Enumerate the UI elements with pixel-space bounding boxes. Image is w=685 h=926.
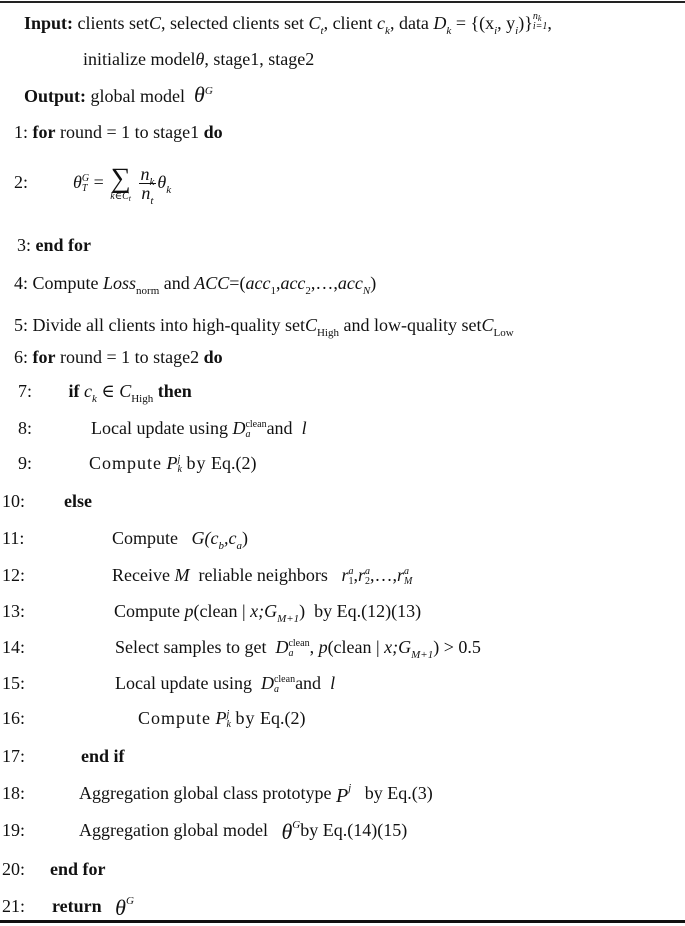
input-text: , data: [389, 13, 429, 33]
math-args: (clean |: [327, 637, 385, 657]
math-theta: θ: [195, 49, 205, 69]
math-paren: ): [299, 601, 306, 621]
step-5: [14, 314, 514, 339]
step-17: [2, 745, 125, 767]
math-r: r: [341, 565, 349, 585]
math-C: C: [119, 381, 132, 401]
math-eq: =(: [229, 273, 246, 293]
math-supsub: [245, 420, 266, 440]
math-sub: k: [226, 718, 231, 730]
input-text: , selected clients set: [161, 13, 304, 33]
math-sub: i: [494, 25, 498, 37]
math-Dk: D: [433, 13, 447, 33]
math-comma: ,: [309, 637, 315, 657]
output-label: Output:: [24, 86, 87, 106]
line-number: 11:: [2, 528, 25, 548]
step-text: Eq.(2): [210, 453, 257, 473]
line-number: 10:: [2, 491, 26, 511]
math-G: G(c: [191, 528, 219, 548]
math-p: p: [318, 637, 328, 657]
math-theta: θ: [73, 172, 82, 192]
output-text: global model: [90, 86, 185, 106]
math-G: ;G: [392, 637, 412, 657]
step-text: reliable neighbors: [198, 565, 328, 585]
math-sub: k: [446, 25, 452, 37]
input-text: initialize model: [83, 49, 196, 69]
step-6: [14, 346, 223, 368]
step-1: [14, 121, 223, 143]
step-text: Aggregation global model: [79, 820, 268, 840]
step-text: Compute: [138, 708, 211, 728]
math-sup: a: [403, 565, 409, 577]
step-21: [2, 894, 134, 920]
line-number: 17:: [2, 746, 26, 766]
math-acc: ACC: [194, 273, 230, 293]
math-theta: θ: [157, 172, 167, 192]
input-text: ,: [547, 13, 552, 33]
math-set: , y: [497, 13, 516, 33]
math-G: ;G: [258, 601, 278, 621]
step-10: [2, 490, 92, 512]
math-sub: i=1: [532, 20, 548, 32]
math-sub: T: [81, 182, 88, 194]
math-acc1: acc: [245, 273, 271, 293]
step-text: Eq.(2): [259, 708, 306, 728]
keyword: then: [157, 381, 192, 401]
math-sub: b: [218, 540, 224, 552]
sum-lim-text: k∈C: [110, 190, 129, 202]
math-p: p: [184, 601, 194, 621]
math-sub: 1: [270, 285, 276, 297]
input-text: clients set: [77, 13, 150, 33]
bottom-rule: [0, 920, 685, 923]
step-text: and: [163, 273, 190, 293]
math-supsub: [404, 567, 412, 587]
math-sub: k: [537, 13, 542, 23]
step-19: [2, 818, 408, 844]
frac-num: [139, 164, 157, 189]
math-sub: 1: [348, 575, 354, 587]
keyword: return: [52, 896, 102, 916]
step-8: [18, 417, 307, 440]
math-paren: ) > 0.5: [433, 637, 481, 657]
input-label: Input:: [24, 13, 74, 33]
math-D: D: [232, 418, 246, 438]
input-line-2: [83, 48, 314, 70]
step-text: Compute: [89, 453, 162, 473]
step-text: by: [186, 453, 207, 473]
input-text: , client: [323, 13, 373, 33]
math-sup: a: [348, 565, 354, 577]
math-sub: norm: [136, 285, 160, 297]
math-r: r: [396, 565, 404, 585]
math-limits: [533, 12, 548, 32]
output-line: [24, 84, 213, 107]
line-number: 9:: [18, 453, 33, 473]
step-text: and: [295, 673, 322, 693]
math-supsub: [227, 710, 231, 730]
line-number: 6:: [14, 347, 29, 367]
step-text: Local update using: [115, 673, 252, 693]
math-set: )}: [518, 13, 533, 33]
math-sub: 2: [364, 575, 370, 587]
math-sub: a: [236, 540, 242, 552]
step-text: Aggregation global class prototype: [79, 783, 332, 803]
input-text: , stage1, stage2: [204, 49, 315, 69]
math-supsub: [288, 639, 309, 659]
math-sub: k: [385, 25, 390, 37]
math-sup: G: [292, 819, 301, 831]
math-sum: [110, 162, 131, 203]
math-sub: a: [245, 428, 251, 440]
math-sup: clean: [288, 637, 310, 649]
math-supsub: [365, 567, 370, 587]
math-x: x: [250, 601, 259, 621]
math-sub: N: [362, 285, 371, 297]
line-number: 21:: [2, 896, 26, 916]
line-number: 7:: [18, 381, 33, 401]
step-7: [18, 380, 192, 405]
math-sup: clean: [273, 673, 296, 685]
math-G: ,c: [223, 528, 237, 548]
step-2: [14, 162, 172, 208]
step-4: 4: Compute Loss$_{norm}$ and ACC=(acc$_1$,acc$_2$,…,acc$_N$): [14, 273, 377, 297]
math-x: x: [384, 637, 393, 657]
math-C: C: [149, 13, 162, 33]
math-supsub: [348, 567, 353, 587]
line-number: 16:: [2, 708, 26, 728]
line-number: 19:: [2, 820, 26, 840]
math-theta: θ: [194, 82, 205, 107]
step-text: and low-quality set: [343, 315, 482, 335]
step-text: round = 1 to stage1: [60, 122, 200, 142]
step-text: by Eq.(12)(13): [314, 601, 422, 621]
math-paren: ): [370, 273, 377, 293]
math-sub: M: [403, 575, 413, 587]
math-sub: k: [92, 393, 97, 405]
step-18: [2, 782, 433, 807]
step-text: Select samples to get: [115, 637, 267, 657]
keyword: for: [82, 859, 106, 879]
math-in: ∈: [101, 381, 115, 401]
math-sub: k: [177, 463, 182, 475]
math-loss: Loss: [103, 273, 137, 293]
math-sub: a: [288, 647, 294, 659]
input-line: [24, 12, 552, 35]
keyword: end: [50, 859, 79, 879]
math-sub: t: [320, 25, 324, 37]
step-text: by: [235, 708, 256, 728]
step-20: [2, 858, 106, 880]
math-sub: k: [166, 184, 172, 196]
keyword: for: [68, 235, 92, 255]
math-sub: High: [131, 393, 154, 405]
math-acc2: acc: [280, 273, 306, 293]
step-text: Compute: [32, 273, 99, 293]
math-set: = {(x: [455, 13, 495, 33]
math-sub: t: [150, 195, 154, 208]
step-15: [2, 672, 335, 695]
math-sup: n: [532, 10, 538, 22]
step-13: [2, 600, 422, 625]
math-sup: G: [204, 85, 213, 97]
math-sup: j: [177, 453, 181, 465]
keyword: end if: [81, 746, 125, 766]
math-args: (clean |: [193, 601, 251, 621]
math-sub: M+1: [411, 649, 434, 661]
math-supsub: [178, 455, 182, 475]
step-text: Compute: [114, 601, 180, 621]
frac-den-text: n: [141, 183, 151, 204]
step-text: by Eq.(14)(15): [300, 820, 408, 840]
math-l: l: [301, 418, 307, 438]
sum-sign: ∑: [110, 162, 131, 194]
math-supsub: [274, 675, 295, 695]
math-P: P: [335, 785, 349, 807]
math-theta: θ: [281, 819, 293, 844]
math-sub: a: [273, 683, 279, 695]
math-sub: Low: [493, 327, 514, 339]
step-text: round = 1 to stage2: [60, 347, 200, 367]
keyword: for: [32, 122, 56, 142]
keyword: do: [203, 347, 223, 367]
math-C: C: [304, 315, 317, 335]
step-text: Receive: [112, 565, 170, 585]
step-11: [2, 527, 248, 552]
step-3: [17, 234, 91, 256]
line-number: 12:: [2, 565, 26, 585]
frac-num-text: n: [140, 164, 150, 185]
step-text: Local update using: [91, 418, 228, 438]
step-text: Divide all clients into high-quality set: [32, 315, 305, 335]
step-text: and: [266, 418, 293, 438]
line-number: 1:: [14, 122, 29, 142]
top-rule: [0, 1, 685, 3]
sum-limit: [110, 192, 131, 202]
math-sup: clean: [245, 418, 267, 430]
keyword: else: [64, 491, 92, 511]
line-number: 2:: [14, 172, 29, 192]
step-12: 12: Receive M reliable neighbors r a 1 ,r a 2 ,…,r a M: [2, 565, 413, 587]
keyword: do: [203, 122, 223, 142]
math-paren: ): [241, 528, 248, 548]
math-sup: j: [348, 782, 352, 794]
math-sub: 2: [305, 285, 311, 297]
math-sup: j: [226, 708, 230, 720]
frac-den: [141, 183, 154, 208]
line-number: 14:: [2, 637, 26, 657]
math-D: D: [260, 673, 274, 693]
math-eq: =: [93, 172, 104, 192]
math-sub: t: [128, 193, 131, 203]
step-text: Compute: [112, 528, 178, 548]
math-r: r: [357, 565, 365, 585]
math-C: C: [481, 315, 494, 335]
line-number: 18:: [2, 783, 26, 803]
math-sup: G: [81, 172, 90, 184]
keyword: if: [68, 381, 80, 401]
math-ck: c: [377, 13, 386, 33]
math-dots: ,…,: [369, 565, 397, 585]
step-9: [18, 452, 256, 475]
math-sub: i: [515, 25, 519, 37]
math-Ct: C: [308, 13, 321, 33]
math-dots: ,…,: [310, 273, 338, 293]
step-16: [2, 707, 305, 730]
math-sub: k: [149, 176, 155, 189]
math-P: P: [215, 708, 227, 728]
math-supsub: [82, 174, 89, 194]
line-number: 8:: [18, 418, 33, 438]
math-ck: c: [84, 381, 92, 401]
line-number: 4:: [14, 273, 29, 293]
keyword: for: [32, 347, 56, 367]
line-number: 20:: [2, 859, 26, 879]
step-text: by Eq.(3): [364, 783, 433, 803]
math-sub: High: [316, 327, 339, 339]
line-number: 5:: [14, 315, 29, 335]
math-accN: acc: [337, 273, 363, 293]
line-number: 15:: [2, 673, 26, 693]
math-M: M: [174, 565, 190, 585]
math-sup: G: [125, 895, 134, 907]
math-l: l: [330, 673, 336, 693]
math-frac: [139, 164, 157, 208]
math-D: D: [275, 637, 289, 657]
math-sub: M+1: [277, 613, 300, 625]
math-sup: a: [364, 565, 370, 577]
math-P: P: [166, 453, 178, 473]
line-number: 3:: [17, 235, 32, 255]
keyword: end: [35, 235, 64, 255]
math-theta: θ: [115, 895, 126, 920]
step-14: [2, 636, 481, 659]
line-number: 13:: [2, 601, 26, 621]
